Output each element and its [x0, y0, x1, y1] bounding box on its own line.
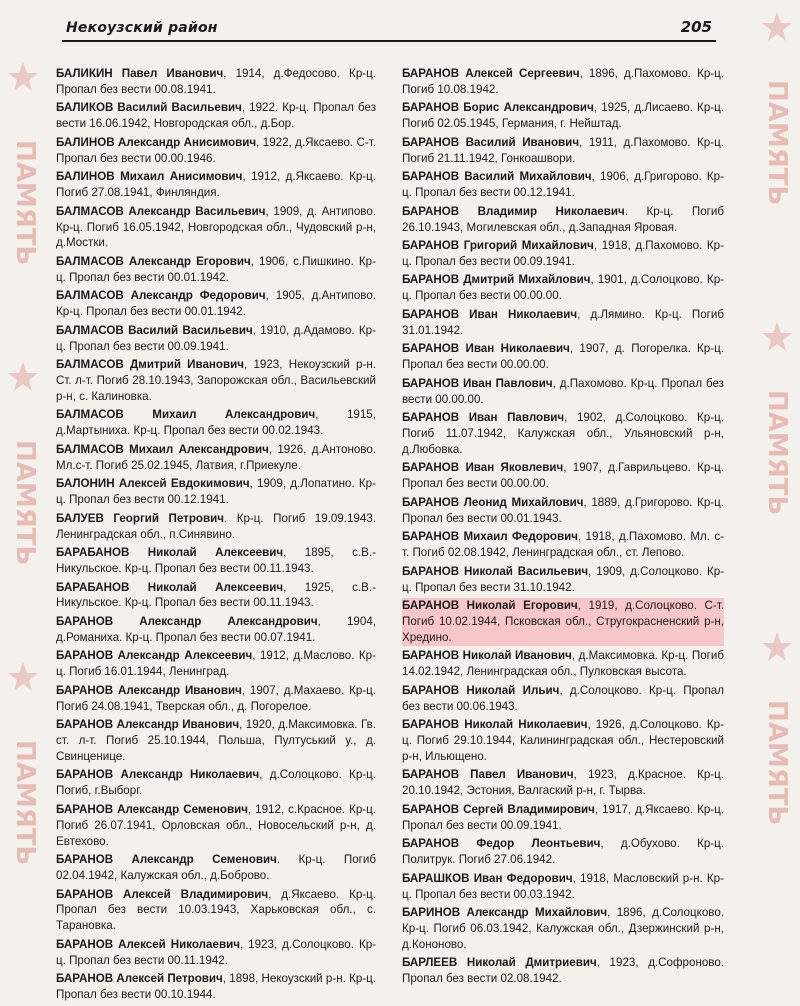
left-column — [56, 66, 376, 1006]
entry-name: БАРАНОВ Александр Иванович — [56, 683, 242, 697]
entry-name: БАРАНОВ Алексей Владимирович — [56, 887, 269, 901]
watermark-text: ПАМЯТЬ — [10, 740, 40, 866]
entry-name: БАРАНОВ Александр Семенович — [56, 802, 248, 816]
entry-name: БАРАНОВ Иван Павлович — [402, 411, 565, 425]
entry-details: , 1923, д.Солоцково. Кр-ц. Пропал без вести 00.11.1942. — [56, 937, 377, 967]
entry-details: , д.Лямино. Кр-ц. Погиб 31.01.1942. — [402, 307, 724, 337]
entry-details: , 1926, д.Солоцково. Кр-ц. Погиб 29.10.1944, Калининградская обл., Нестеровский р-н, Ильющено. — [402, 718, 724, 763]
entry-details: , 1910, д.Адамово. Кр-ц. Пропал без вести 00.09.1941. — [56, 323, 376, 353]
entry-name: БАРАНОВ Сергей Владимирович — [402, 802, 595, 816]
entry-details: , д.Солоцково. Кр-ц. Погиб, г.Выборг. — [56, 768, 376, 798]
entry-details: , 1909, д.Солоцково. Кр-ц. Пропал без вести 31.10.1942. — [402, 564, 725, 594]
entry-details: , 1901, д.Солоцково. Кр-ц. Пропал без вести 00.00.00. — [402, 273, 724, 303]
entry-name: БАРАНОВ Федор Леонтьевич — [402, 837, 601, 851]
entry — [56, 580, 376, 612]
entry — [402, 135, 724, 167]
entry — [402, 495, 724, 527]
entry-details: , 1904, д.Романиха. Кр-ц. Пропал без вести 00.07.1941. — [56, 614, 376, 644]
entry — [56, 887, 376, 935]
entry-name: БАРАНОВ Василий Иванович — [402, 135, 580, 149]
entry — [402, 376, 724, 408]
entry-name: БАЛИНОВ Александр Анисимович — [56, 135, 257, 149]
watermark-text: ПАМЯТЬ — [10, 140, 40, 266]
entry-details: , д.Максимовка. Кр-ц. Погиб 14.02.1942, Ленинградская обл., Пулковская высота. — [402, 649, 724, 679]
entry-details: , 1896, д.Солоцково. Кр-ц. Погиб 06.03.1942, Калужская обл., Дзержинский р-н, д.Кононово. — [402, 906, 724, 951]
entry-name: БАРАНОВ Николай Иванович — [402, 649, 572, 663]
entry-name: БАРАНОВ Иван Яковлевич — [402, 461, 564, 475]
entry — [402, 564, 724, 596]
entry-details: , 1922, д.Яксаево. С-т. Пропал без вести 00.00.1946. — [56, 135, 376, 165]
entry-name: БАРИНОВ Александр Михайлович — [402, 906, 608, 920]
entry-details: , 1923, д.Красное. Кр-ц. 20.10.1942, Эстония, Валгаский р-н, г. Тырва. — [402, 768, 724, 798]
entry-highlighted — [402, 598, 724, 646]
entry-name: БАЛМАСОВ Александр Федорович — [56, 289, 266, 303]
entry-name: БАЛМАСОВ Михаил Александрович — [56, 408, 316, 422]
entry-details: , д.Солоцково. Кр-ц. Пропал без вести 00.06.1943. — [402, 683, 724, 713]
entry — [56, 971, 376, 1003]
entry-name: БАРАНОВ Михаил Федорович — [402, 530, 578, 544]
watermark-text: ПАМЯТЬ — [10, 440, 40, 566]
entry — [56, 135, 376, 167]
entry-details: , 1918, Масловский р-н. Кр-ц. Пропал без вести 00.03.1942. — [402, 871, 724, 901]
entry-name: БАРАНОВ Борис Александрович — [402, 101, 594, 115]
entry-name: БАРАНОВ Иван Павлович — [402, 376, 553, 390]
entry-name: БАРАНОВ Александр Алексеевич — [56, 649, 253, 663]
entry-name: БАРАНОВ Леонид Михайлович — [402, 495, 584, 509]
section-title: Некоузский район — [66, 20, 218, 36]
entry-name: БАЛМАСОВ Михаил Александрович — [56, 442, 269, 456]
entry-name: БАРАНОВ Александр Николаевич — [56, 768, 260, 782]
entry-details: , 1914, д.Федосово. Кр-ц. Пропал без вести 00.08.1941. — [56, 67, 376, 96]
entry-details: , 1907, д.Гаврильцево. Кр-ц. Пропал без вести 00.00.00. — [402, 461, 724, 491]
entry-details: , 1911, д.Пахомово. Кр-ц. Погиб 21.11.1942, Гонкоашвори. — [402, 135, 724, 165]
page-header — [62, 14, 716, 42]
entry — [56, 683, 376, 715]
entry — [402, 307, 724, 339]
entry-details: , 1889, д.Григорово. Кр-ц. Пропал без вести 00.01.1943. — [402, 495, 725, 525]
entry — [402, 836, 724, 868]
entry-details: , 1919, д.Солоцково. С-т. Погиб 10.02.1944, Псковская обл., Стругокрасненский р-н, Хредино. — [402, 599, 725, 644]
entry — [402, 100, 724, 132]
star-icon — [760, 320, 794, 354]
entry-details: , 1909, д.Лопатино. Кр-ц. Пропал без вести 00.12.1941. — [56, 477, 376, 507]
entry-name: БАРАНОВ Иван Николаевич — [402, 307, 578, 321]
star-icon — [6, 360, 40, 394]
entry-details: , 1925, с.В.-Никульское. Кр-ц. Пропал без вести 00.11.1943. — [56, 580, 377, 610]
entry — [402, 272, 724, 304]
entry — [56, 717, 376, 765]
entry-details: , 1898, Некоузский р-н. Кр-ц. Пропал без вести 00.10.1944. — [56, 972, 377, 1002]
entry-name: БАРАНОВ Николай Ильич — [402, 683, 560, 697]
entry-name: БАРАНОВ Александр Александрович — [56, 614, 318, 628]
entry-details: . Кр-ц. Погиб 26.10.1943, Могилевская обл., д.Западная Яровая. — [402, 204, 725, 234]
entry-details: . Кр-ц. Погиб 19.09.1943. Ленинградская обл., п.Синявино. — [56, 511, 376, 541]
entry — [56, 407, 376, 439]
entry-name: БАЛМАСОВ Василий Васильевич — [56, 323, 253, 337]
entry-name: БАРАНОВ Дмитрий Михайлович — [402, 273, 591, 287]
entry-details: , д.Обухово. Кр-ц. Политрук. Погиб 27.06.1942. — [402, 837, 724, 867]
entry-details: , 1902, д.Солоцково. Кр-ц. Погиб 11.07.1942, Калужская обл., Ульяновский р-н, д.Любовка. — [402, 411, 724, 456]
entry — [402, 204, 724, 236]
entry-details: , 1922. Кр-ц. Пропал без вести 16.06.1942, Новгородская обл., д.Бор. — [56, 101, 377, 131]
entry-details: , д.Пахомово. Кр-ц. Пропал без вести 00.00.00. — [402, 376, 724, 406]
entry-name: БАРАНОВ Александр Семенович — [56, 853, 277, 867]
watermark-text: ПАМЯТЬ — [762, 390, 792, 516]
entry-name: БАРАНОВ Василий Михайлович — [402, 170, 592, 184]
entry-details: , 1918, д.Пахомово. Кр-ц. Пропал без вести 00.09.1941. — [402, 239, 724, 268]
entry — [402, 683, 724, 715]
entry-name: БАРАНОВ Григорий Михайлович — [402, 239, 594, 253]
entry-details: , 1907, д. Погорелка. Кр-ц. Пропал без вести 00.00.00. — [402, 342, 724, 372]
entry-details: , 1909, д. Антипово. Кр-ц. Погиб 16.05.1942, Новгородская обл., Чудовский р-н, д.Мостки. — [56, 204, 376, 250]
entry-details: , 1917, д.Яксаево. Кр-ц. Пропал без вести 00.09.1941. — [402, 802, 724, 832]
entry-details: , 1920, д.Максимовка. Гв. ст. л-т. Погиб 25.10.1944, Польша, Пултуський у., д. Свинценице. — [56, 718, 376, 763]
entry-name: БАЛУЕВ Георгий Петрович — [56, 511, 224, 525]
entry — [56, 323, 376, 355]
watermark-right — [752, 0, 800, 953]
entry — [56, 169, 376, 201]
entry — [56, 767, 376, 799]
entry-details: , 1896, д.Пахомово. Кр-ц. Погиб 10.08.1942. — [402, 67, 724, 96]
entry — [402, 529, 724, 561]
entry-name: БАРАНОВ Александр Иванович — [56, 718, 240, 732]
watermark-text: ПАМЯТЬ — [762, 700, 792, 826]
entry-name: БАРАБАНОВ Николай Алексеевич — [56, 546, 284, 560]
entry-name: БАЛОНИН Алексей Евдокимович — [56, 477, 250, 491]
entry-name: БАРАНОВ Николай Васильевич — [402, 564, 589, 578]
watermark-text: ПАМЯТЬ — [762, 80, 792, 206]
entry — [402, 66, 724, 98]
entry — [402, 648, 724, 680]
star-icon — [760, 630, 794, 664]
entry-name: БАЛМАСОВ Александр Егорович — [56, 254, 251, 268]
entry — [56, 288, 376, 320]
entry — [56, 614, 376, 646]
entry-details: , 1906, с.Пишкино. Кр-ц. Пропал без вести 00.01.1942. — [56, 254, 376, 284]
entry-details: , 1905, д.Антипово. Кр-ц. Пропал без вести 00.01.1942. — [56, 289, 376, 319]
entry-details: , 1926, д.Антоново. Мл.с-т. Погиб 25.02.1945, Латвия, г.Приекуле. — [56, 442, 376, 472]
entry-details: , 1895, с.В.-Никульское. Кр-ц. Пропал без вести 00.11.1943. — [56, 546, 377, 575]
entry-details: , 1912, с.Красное. Кр-ц. Погиб 26.07.1941, Орловская обл., Новосельский р-н, д. Евтехово. — [56, 802, 376, 848]
entry-name: БАРЛЕЕВ Николай Дмитриевич — [402, 956, 597, 970]
entry-name: БАЛМАСОВ Дмитрий Иванович — [56, 358, 245, 372]
entry — [402, 717, 724, 765]
entry — [402, 410, 724, 458]
entry — [402, 955, 724, 987]
entry-name: БАРАНОВ Алексей Сергеевич — [402, 67, 580, 80]
page-number: 205 — [680, 18, 712, 36]
entry — [56, 545, 376, 577]
entry — [56, 648, 376, 680]
entry — [56, 476, 376, 508]
entry — [402, 238, 724, 270]
entry-name: БАЛМАСОВ Александр Васильевич — [56, 204, 266, 218]
entry-name: БАРАБАНОВ Николай Алексеевич — [56, 580, 284, 594]
entry — [402, 341, 724, 373]
star-icon — [6, 60, 40, 94]
entry-name: БАРАНОВ Николай Егорович — [402, 599, 578, 612]
entry-name: БАРАНОВ Алексей Петрович — [56, 972, 223, 986]
star-icon — [760, 10, 794, 44]
entry-details: , 1923, д.Софроново. Пропал без вести 02.08.1942. — [402, 956, 724, 986]
entry — [56, 204, 376, 252]
entry-details: , д.Яксаево. Кр-ц. Пропал без вести 10.03.1943, Харьковская обл., с. Тарановка. — [56, 887, 376, 933]
entry-name: БАРАНОВ Николай Николаевич — [402, 718, 588, 732]
entry-details: , 1912, д.Маслово. Кр-ц. Погиб 16.01.1944, Ленинград. — [56, 649, 376, 679]
entry-name: БАРАНОВ Иван Николаевич — [402, 342, 570, 356]
entry — [56, 852, 376, 884]
star-icon — [6, 660, 40, 694]
entry-details: , 1925, д.Лисаево. Кр-ц. Погиб 02.05.1945, Германия, г. Нейштад. — [402, 101, 724, 131]
entry-name: БАРАШКОВ Иван Федорович — [402, 871, 573, 885]
entry-name: БАРАНОВ Алексей Николаевич — [56, 937, 240, 951]
entry-name: БАРАНОВ Владимир Николаевич — [402, 204, 625, 218]
entry-details: , 1906, д.Григорово. Кр-ц. Пропал без вести 00.12.1941. — [402, 170, 724, 200]
entry — [56, 100, 376, 132]
entry-details: , 1915, д.Мартыниха. Кр-ц. Пропал без вести 00.02.1943. — [56, 408, 376, 438]
entry — [56, 66, 376, 98]
right-column — [402, 66, 724, 990]
entry-details: , 1907, д.Махаево. Кр-ц. Погиб 24.08.1941, Тверская обл., д. Погорелое. — [56, 683, 376, 713]
entry — [402, 460, 724, 492]
entry — [402, 871, 724, 903]
entry — [402, 905, 724, 953]
entry — [56, 357, 376, 405]
entry-name: БАРАНОВ Павел Иванович — [402, 768, 574, 782]
entry — [402, 767, 724, 799]
entry-details: . Кр-ц. Погиб 02.04.1942, Калужская обл., д.Боброво. — [56, 853, 377, 883]
entry — [56, 511, 376, 543]
entry-details: , 1912, д.Яксаево. Кр-ц. Погиб 27.08.1941, Финляндия. — [56, 170, 376, 200]
entry-name: БАЛИКОВ Василий Васильевич — [56, 101, 242, 115]
entry-details: , 1918, д.Пахомово. Мл. с-т. Погиб 02.08.1942, Ленинградская обл., ст. Лепово. — [402, 530, 724, 560]
entry-name: БАЛИНОВ Михаил Анисимович — [56, 170, 243, 184]
entry — [402, 802, 724, 834]
watermark-left — [0, 0, 48, 953]
entry — [402, 169, 724, 201]
entry-name: БАЛИКИН Павел Иванович — [56, 67, 224, 80]
entry — [56, 802, 376, 850]
entry — [56, 442, 376, 474]
entry — [56, 254, 376, 286]
entry-details: , 1923, Некоузский р-н. Ст. л-т. Погиб 28.10.1943, Запорожская обл., Васильевский р-н, с. Калиновка. — [56, 358, 376, 403]
